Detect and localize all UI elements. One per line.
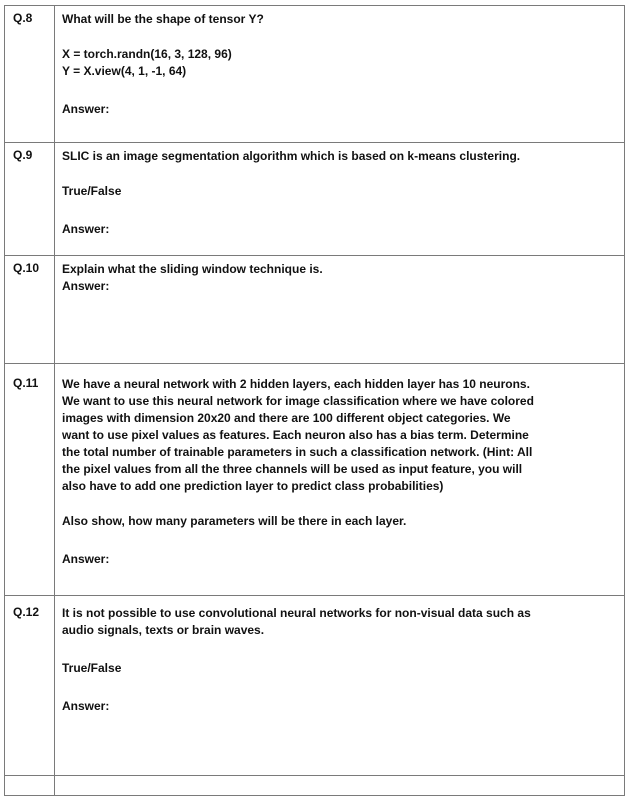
question-prompt-line: the total number of trainable parameters in such a classification network. (Hint: All bbox=[62, 445, 533, 459]
question-body bbox=[55, 143, 625, 256]
question-number: Q.9 bbox=[5, 143, 55, 256]
question-body bbox=[55, 596, 625, 776]
question-number: Q.8 bbox=[5, 6, 55, 143]
question-body bbox=[55, 256, 625, 364]
answer-label: Answer: bbox=[62, 699, 110, 713]
question-prompt-line: also have to add one prediction layer to predict class probabilities) bbox=[62, 479, 444, 493]
answer-label: Answer: bbox=[62, 222, 110, 236]
question-row-q8 bbox=[5, 6, 625, 143]
question-table bbox=[4, 5, 625, 796]
question-row-q11 bbox=[5, 364, 625, 596]
question-followup: Also show, how many parameters will be there in each layer. bbox=[62, 514, 407, 528]
question-number: Q.10 bbox=[5, 256, 55, 364]
question-prompt-line: It is not possible to use convolutional neural networks for non-visual data such as bbox=[62, 606, 531, 620]
question-prompt-line: want to use pixel values as features. Each neuron also has a bias term. Determine bbox=[62, 428, 529, 442]
question-prompt-line: We want to use this neural network for image classification where we have colored bbox=[62, 394, 534, 408]
answer-label: Answer: bbox=[62, 279, 110, 293]
question-number: Q.11 bbox=[5, 364, 55, 596]
question-prompt-line: We have a neural network with 2 hidden layers, each hidden layer has 10 neurons. bbox=[62, 377, 530, 391]
code-line: Y = X.view(4, 1, -1, 64) bbox=[62, 64, 187, 78]
question-prompt: SLIC is an image segmentation algorithm which is based on k-means clustering. bbox=[62, 149, 521, 163]
question-body bbox=[55, 6, 625, 143]
question-row-q10 bbox=[5, 256, 625, 364]
code-line: X = torch.randn(16, 3, 128, 96) bbox=[62, 47, 232, 61]
question-row-q12 bbox=[5, 596, 625, 776]
true-false-options: True/False bbox=[62, 184, 122, 198]
question-prompt: Explain what the sliding window technique is. bbox=[62, 262, 323, 276]
question-prompt-line: audio signals, texts or brain waves. bbox=[62, 623, 265, 637]
question-number: Q.12 bbox=[5, 596, 55, 776]
question-prompt-line: images with dimension 20x20 and there are 100 different object categories. We bbox=[62, 411, 511, 425]
true-false-options: True/False bbox=[62, 661, 122, 675]
question-row-q9 bbox=[5, 143, 625, 256]
question-body bbox=[55, 364, 625, 596]
answer-label: Answer: bbox=[62, 552, 110, 566]
question-prompt: What will be the shape of tensor Y? bbox=[62, 12, 264, 26]
question-prompt-line: the pixel values from all the three channels will be used as input feature, you will bbox=[62, 462, 523, 476]
answer-label: Answer: bbox=[62, 102, 110, 116]
